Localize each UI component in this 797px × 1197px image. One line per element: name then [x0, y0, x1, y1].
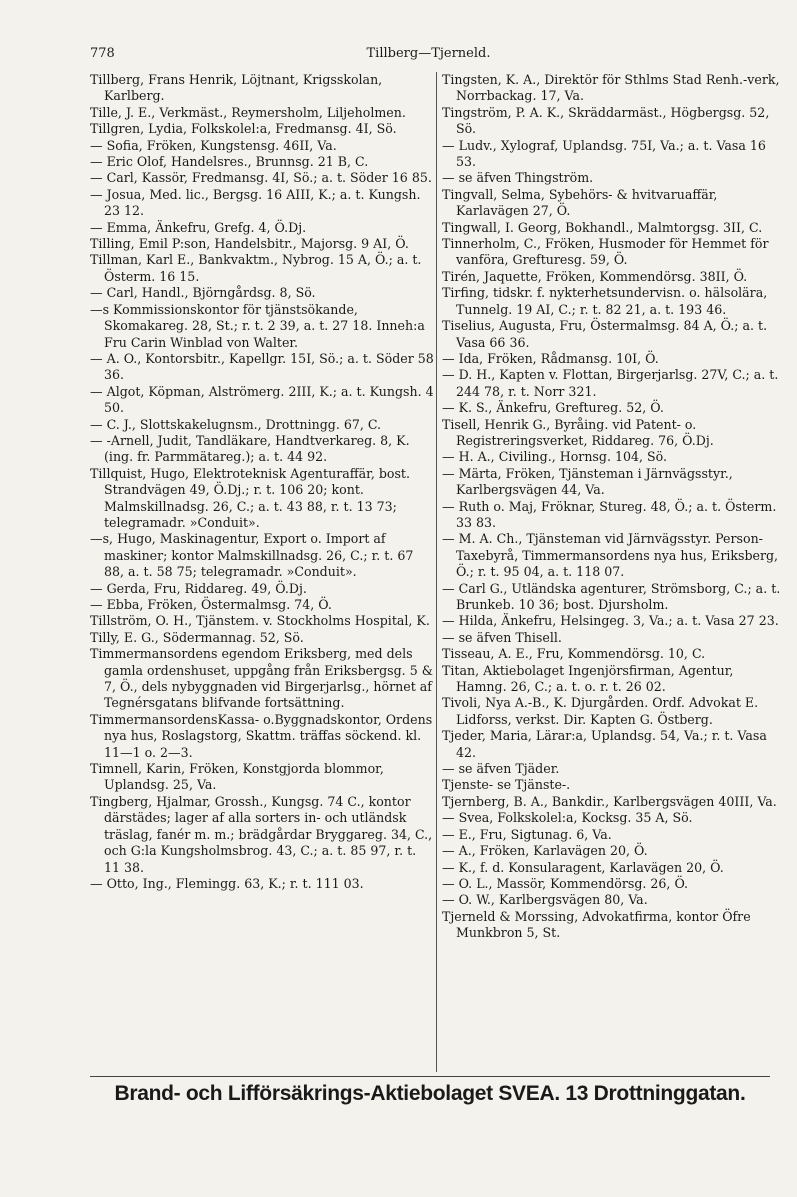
directory-entry: — Josua, Med. lic., Bergsg. 16 AIII, K.; a. t. Kungsh. 23 12. — [90, 186, 421, 219]
directory-entry: Tinnerholm, C., Fröken, Husmoder för Hemmet för vanföra, Grefturesg. 59, Ö. — [442, 236, 769, 268]
directory-entry: — se äfven Thisell. — [442, 629, 562, 645]
directory-entry: — Eric Olof, Handelsres., Brunnsg. 21 B, C. — [90, 154, 369, 170]
directory-entry: —s Kommissionskontor för tjänstsökande, Skomakareg. 28, St.; r. t. 2 39, a. t. 27 18. Inneh:a Fru Carin Winblad von Walter. — [90, 301, 425, 350]
directory-entry: Tingvall, Selma, Sybehörs- & hvitvaruaffär, Karlavägen 27, Ö. — [442, 186, 718, 219]
directory-entry: TimmermansordensKassa- o.Byggnadskontor, Ordens nya hus, Roslagstorg, Skattm. träffas söckend. kl. 11—1 o. 2—3. — [90, 711, 433, 760]
directory-entry: Tillquist, Hugo, Elektroteknisk Agenturaffär, bost. Strandvägen 49, Ö.Dj.; r. t. 106 20; kont. Malmskillnadsg. 26, C.; a. t. 43 88, r. t. 13 73; telegramadr. »Conduit». — [90, 465, 410, 530]
page-header — [90, 46, 767, 66]
directory-entry: Timmermansordens egendom Eriksberg, med dels gamla ordenshuset, uppgång från Eriksbergsg. 5 & 7, Ö., dels nybyggnaden vid Birgerjarlsg., hörnet af Tegnérsgatans blifvande fortsättning. — [90, 646, 433, 711]
directory-entry: Tingström, P. A. K., Skräddarmäst., Högbergsg. 52, Sö. — [442, 104, 770, 137]
directory-entry: — O. W., Karlbergsvägen 80, Va. — [442, 892, 648, 908]
directory-entry: —s, Hugo, Maskinagentur, Export o. Import af maskiner; kontor Malmskillnadsg. 26, C.; r. t. 67 88, a. t. 58 75; telegramadr. »Conduit». — [90, 531, 414, 580]
directory-entry: — Algot, Köpman, Alströmerg. 2III, K.; a. t. Kungsh. 4 50. — [90, 383, 434, 416]
directory-entry: — se äfven Thingström. — [442, 170, 594, 186]
directory-entry: Tirén, Jaquette, Fröken, Kommendörsg. 38II, Ö. — [442, 268, 748, 284]
directory-entry: — A. O., Kontorsbitr., Kapellgr. 15I, Sö.; a. t. Söder 58 36. — [90, 350, 434, 383]
directory-entry: Tingberg, Hjalmar, Grossh., Kungsg. 74 C., kontor därstädes; lager af alla sorters in- och utländsk träslag, fanér m. m.; brädgårdar Bryggareg. 34, C., och G:la Kungsholmsbrog. 43, C.; a. t. 85 97, r. t. 11 38. — [90, 793, 433, 875]
directory-entry: — H. A., Civiling., Hornsg. 104, Sö. — [442, 449, 667, 465]
right-column — [442, 72, 786, 942]
directory-entry: Tingwall, I. Georg, Bokhandl., Malmtorgsg. 3II, C. — [442, 219, 763, 235]
directory-entry: Tirfing, tidskr. f. nykterhetsundervisn. o. hälsolära, Tunnelg. 19 AI, C.; r. t. 82 21, a. t. 193 46. — [442, 285, 768, 317]
directory-entry: — Emma, Änkefru, Grefg. 4, Ö.Dj. — [90, 219, 307, 235]
directory-entry: — O. L., Massör, Kommendörsg. 26, Ö. — [442, 875, 689, 891]
directory-entry: Tillgren, Lydia, Folkskolel:a, Fredmansg. 4I, Sö. — [90, 121, 397, 137]
directory-entry: — Carl, Handl., Björngårdsg. 8, Sö. — [90, 285, 316, 301]
directory-entry: Tilling, Emil P:son, Handelsbitr., Majorsg. 9 AI, Ö. — [90, 236, 409, 252]
directory-entry: Tillberg, Frans Henrik, Löjtnant, Krigsskolan, Karlberg. — [90, 72, 383, 104]
directory-entry: Tilly, E. G., Södermannag. 52, Sö. — [90, 629, 304, 645]
directory-entry: — Carl, Kassör, Fredmansg. 4I, Sö.; a. t. Söder 16 85. — [90, 170, 432, 186]
directory-entry: Tille, J. E., Verkmäst., Reymersholm, Liljeholmen. — [90, 104, 406, 120]
directory-entry: Tiselius, Augusta, Fru, Östermalmsg. 84 A, Ö.; a. t. Vasa 66 36. — [442, 318, 768, 350]
directory-entry: Tjeder, Maria, Lärar:a, Uplandsg. 54, Va.; r. t. Vasa 42. — [442, 728, 767, 760]
directory-entry: — D. H., Kapten v. Flottan, Birgerjarlsg. 27V, C.; a. t. 244 78, r. t. Norr 321. — [442, 367, 779, 399]
directory-entry: — -Arnell, Judit, Tandläkare, Handtverkareg. 8, K. (ing. fr. Parmmätareg.); a. t. 44 92. — [90, 432, 410, 465]
directory-entry: Tivoli, Nya A.-B., K. Djurgården. Ordf. Advokat E. Lidforss, verkst. Dir. Kapten G. Östberg. — [442, 695, 759, 727]
directory-entry: — Carl G., Utländska agenturer, Strömsborg, C.; a. t. Brunkeb. 10 36; bost. Djursholm. — [442, 580, 781, 612]
directory-entry: — Ruth o. Maj, Fröknar, Stureg. 48, Ö.; a. t. Österm. 33 83. — [442, 498, 777, 530]
directory-entry: — K., f. d. Konsularagent, Karlavägen 20, Ö. — [442, 859, 724, 875]
directory-entry: Tillman, Karl E., Bankvaktm., Nybrog. 15 A, Ö.; a. t. Österm. 16 15. — [90, 252, 422, 284]
column-divider — [436, 72, 437, 1072]
running-title: Tillberg—Tjerneld. — [366, 46, 491, 61]
advertisement-banner: Brand- och Lifförsäkrings-Aktiebolaget SVEA. 13 Drottninggatan. — [114, 1082, 746, 1105]
directory-entry: Tillström, O. H., Tjänstem. v. Stockholms Hospital, K. — [90, 613, 430, 629]
directory-entry: Timnell, Karin, Fröken, Konstgjorda blommor, Uplandsg. 25, Va. — [90, 761, 384, 793]
directory-entry: Tjernberg, B. A., Bankdir., Karlbergsvägen 40III, Va. — [442, 793, 777, 809]
directory-entry: — Sofia, Fröken, Kungstensg. 46II, Va. — [90, 137, 337, 153]
directory-entry: — Ida, Fröken, Rådmansg. 10I, Ö. — [442, 350, 659, 366]
directory-entry: — Otto, Ing., Flemingg. 63, K.; r. t. 111 03. — [90, 875, 364, 891]
directory-entry: Tisell, Henrik G., Byråing. vid Patent- o. Registreringsverket, Riddareg. 76, Ö.Dj. — [442, 416, 714, 448]
directory-entry: — Hilda, Änkefru, Helsingeg. 3, Va.; a. t. Vasa 27 23. — [442, 613, 779, 629]
directory-entry: — M. A. Ch., Tjänsteman vid Järnvägsstyr. Person-Taxebyrå, Timmermansordens nya hus, Eriksberg, Ö.; r. t. 95 04, a. t. 118 07. — [442, 531, 779, 580]
directory-entry: Tjenste- se Tjänste-. — [442, 777, 571, 793]
directory-entry: Titan, Aktiebolaget Ingenjörsfirman, Agentur, Hamng. 26, C.; a. t. o. r. t. 26 02. — [442, 662, 734, 695]
directory-entry: — Gerda, Fru, Riddareg. 49, Ö.Dj. — [90, 580, 307, 596]
directory-entry: Tjerneld & Morssing, Advokatfirma, kontor Öfre Munkbron 5, St. — [442, 908, 751, 941]
directory-entry: Tisseau, A. E., Fru, Kommendörsg. 10, C. — [442, 646, 706, 662]
directory-entry: — Ebba, Fröken, Östermalmsg. 74, Ö. — [90, 597, 332, 612]
page-number: 778 — [90, 46, 115, 61]
directory-entry: — Märta, Fröken, Tjänsteman i Järnvägsstyr., Karlbergsvägen 44, Va. — [442, 465, 733, 498]
directory-entry: — Svea, Folkskolel:a, Kocksg. 35 A, Sö. — [442, 810, 693, 826]
directory-entry: — K. S., Änkefru, Greftureg. 52, Ö. — [442, 400, 664, 416]
directory-entry: — se äfven Tjäder. — [442, 761, 560, 777]
directory-entry: — Ludv., Xylograf, Uplandsg. 75I, Va.; a. t. Vasa 16 53. — [442, 137, 766, 170]
footer-rule — [90, 1076, 770, 1077]
left-column — [90, 72, 434, 892]
directory-entry: — C. J., Slottskakelugnsm., Drottningg. 67, C. — [90, 416, 382, 432]
directory-entry: Tingsten, K. A., Direktör för Sthlms Stad Renh.-verk, Norrbackag. 17, Va. — [442, 72, 780, 104]
directory-entry: — E., Fru, Sigtunag. 6, Va. — [442, 826, 612, 842]
directory-entry: — A., Fröken, Karlavägen 20, Ö. — [442, 843, 648, 859]
